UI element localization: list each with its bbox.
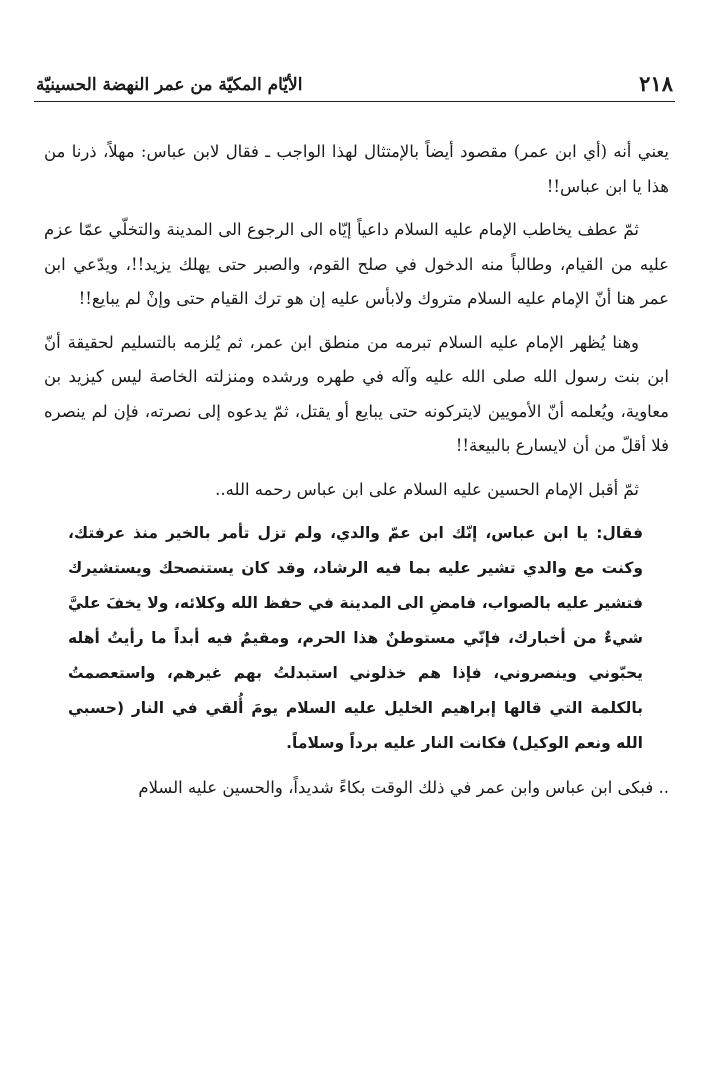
page-number: ٢١٨ (639, 71, 673, 96)
header-rule (34, 101, 675, 102)
page-header (36, 62, 673, 94)
paragraph-1: يعني أنه (أي ابن عمر) مقصود أيضاً بالإمتثال لهذا الواجب ـ فقال لابن عباس: مهلاً، ذرنا من هذا يا ابن عباس!! (44, 142, 669, 196)
paragraph-5: .. فبكى ابن عباس وابن عمر في ذلك الوقت بكاءً شديداً، والحسين عليه السلام (138, 778, 669, 797)
running-title: الأيّام المكيّة من عمر النهضة الحسينيّة (36, 75, 303, 95)
paragraph-4: ثمّ أقبل الإمام الحسين عليه السلام على ابن عباس رحمه الله.. (215, 479, 639, 499)
block-quote: فقال: يا ابن عباس، إنّك ابن عمّ والدي، ولم تزل تأمر بالخير منذ عرفتك، وكنت مع والدي تشير عليه بما فيه الرشاد، وقد كان يستنصحك ويستشيرك فتشير عليه بالصواب، فامضِ الى المدينة في حفظ الله وكلائه، ولا يخفَ عليَّ شيءٌ من أخبارك، فإنّي مستوطنٌ هذا الحرم، ومقيمٌ فيه أبداً ما رأيتُ أهله يحبّوني وينصروني، فإذا هم خذلوني استبدلتُ بهم غيرهم، واستعصمتُ بالكلمة التي قالها إبراهيم الخليل عليه السلام يومَ أُلقي في النار (حسبي الله ونعم الوكيل) فكانت النار عليه برداً وسلاماً. (68, 524, 643, 752)
paragraph-3: وهنا يُظهر الإمام عليه السلام تبرمه من منطق ابن عمر، ثم يُلزمه بالتسليم لحقيقة أنّ ابن بنت رسول الله صلى الله عليه وآله في طهره ورشده ومنزلته الخاصة ليس كيزيد بن معاوية، ويُعلمه أنّ الأمويين لايتركونه حتى يبايع أو يقتل، ثمّ يدعوه إلى نصرته، فإن لم ينصره فلا أقلّ من أن لايسارع بالبيعة!! (44, 332, 669, 455)
page-body (44, 135, 669, 815)
paragraph-2: ثمّ عطف يخاطب الإمام عليه السلام داعياً إيّاه الى الرجوع الى المدينة والتخلّي عمّا عزم عليه من القيام، وطالباً منه الدخول في صلح القوم، والصبر حتى يهلك يزيد!!، ويدّعي ابن عمر هنا أنّ الإمام عليه السلام متروك ولابأس عليه إن هو ترك القيام حتى وإنْ لم يبايع!! (44, 220, 669, 308)
